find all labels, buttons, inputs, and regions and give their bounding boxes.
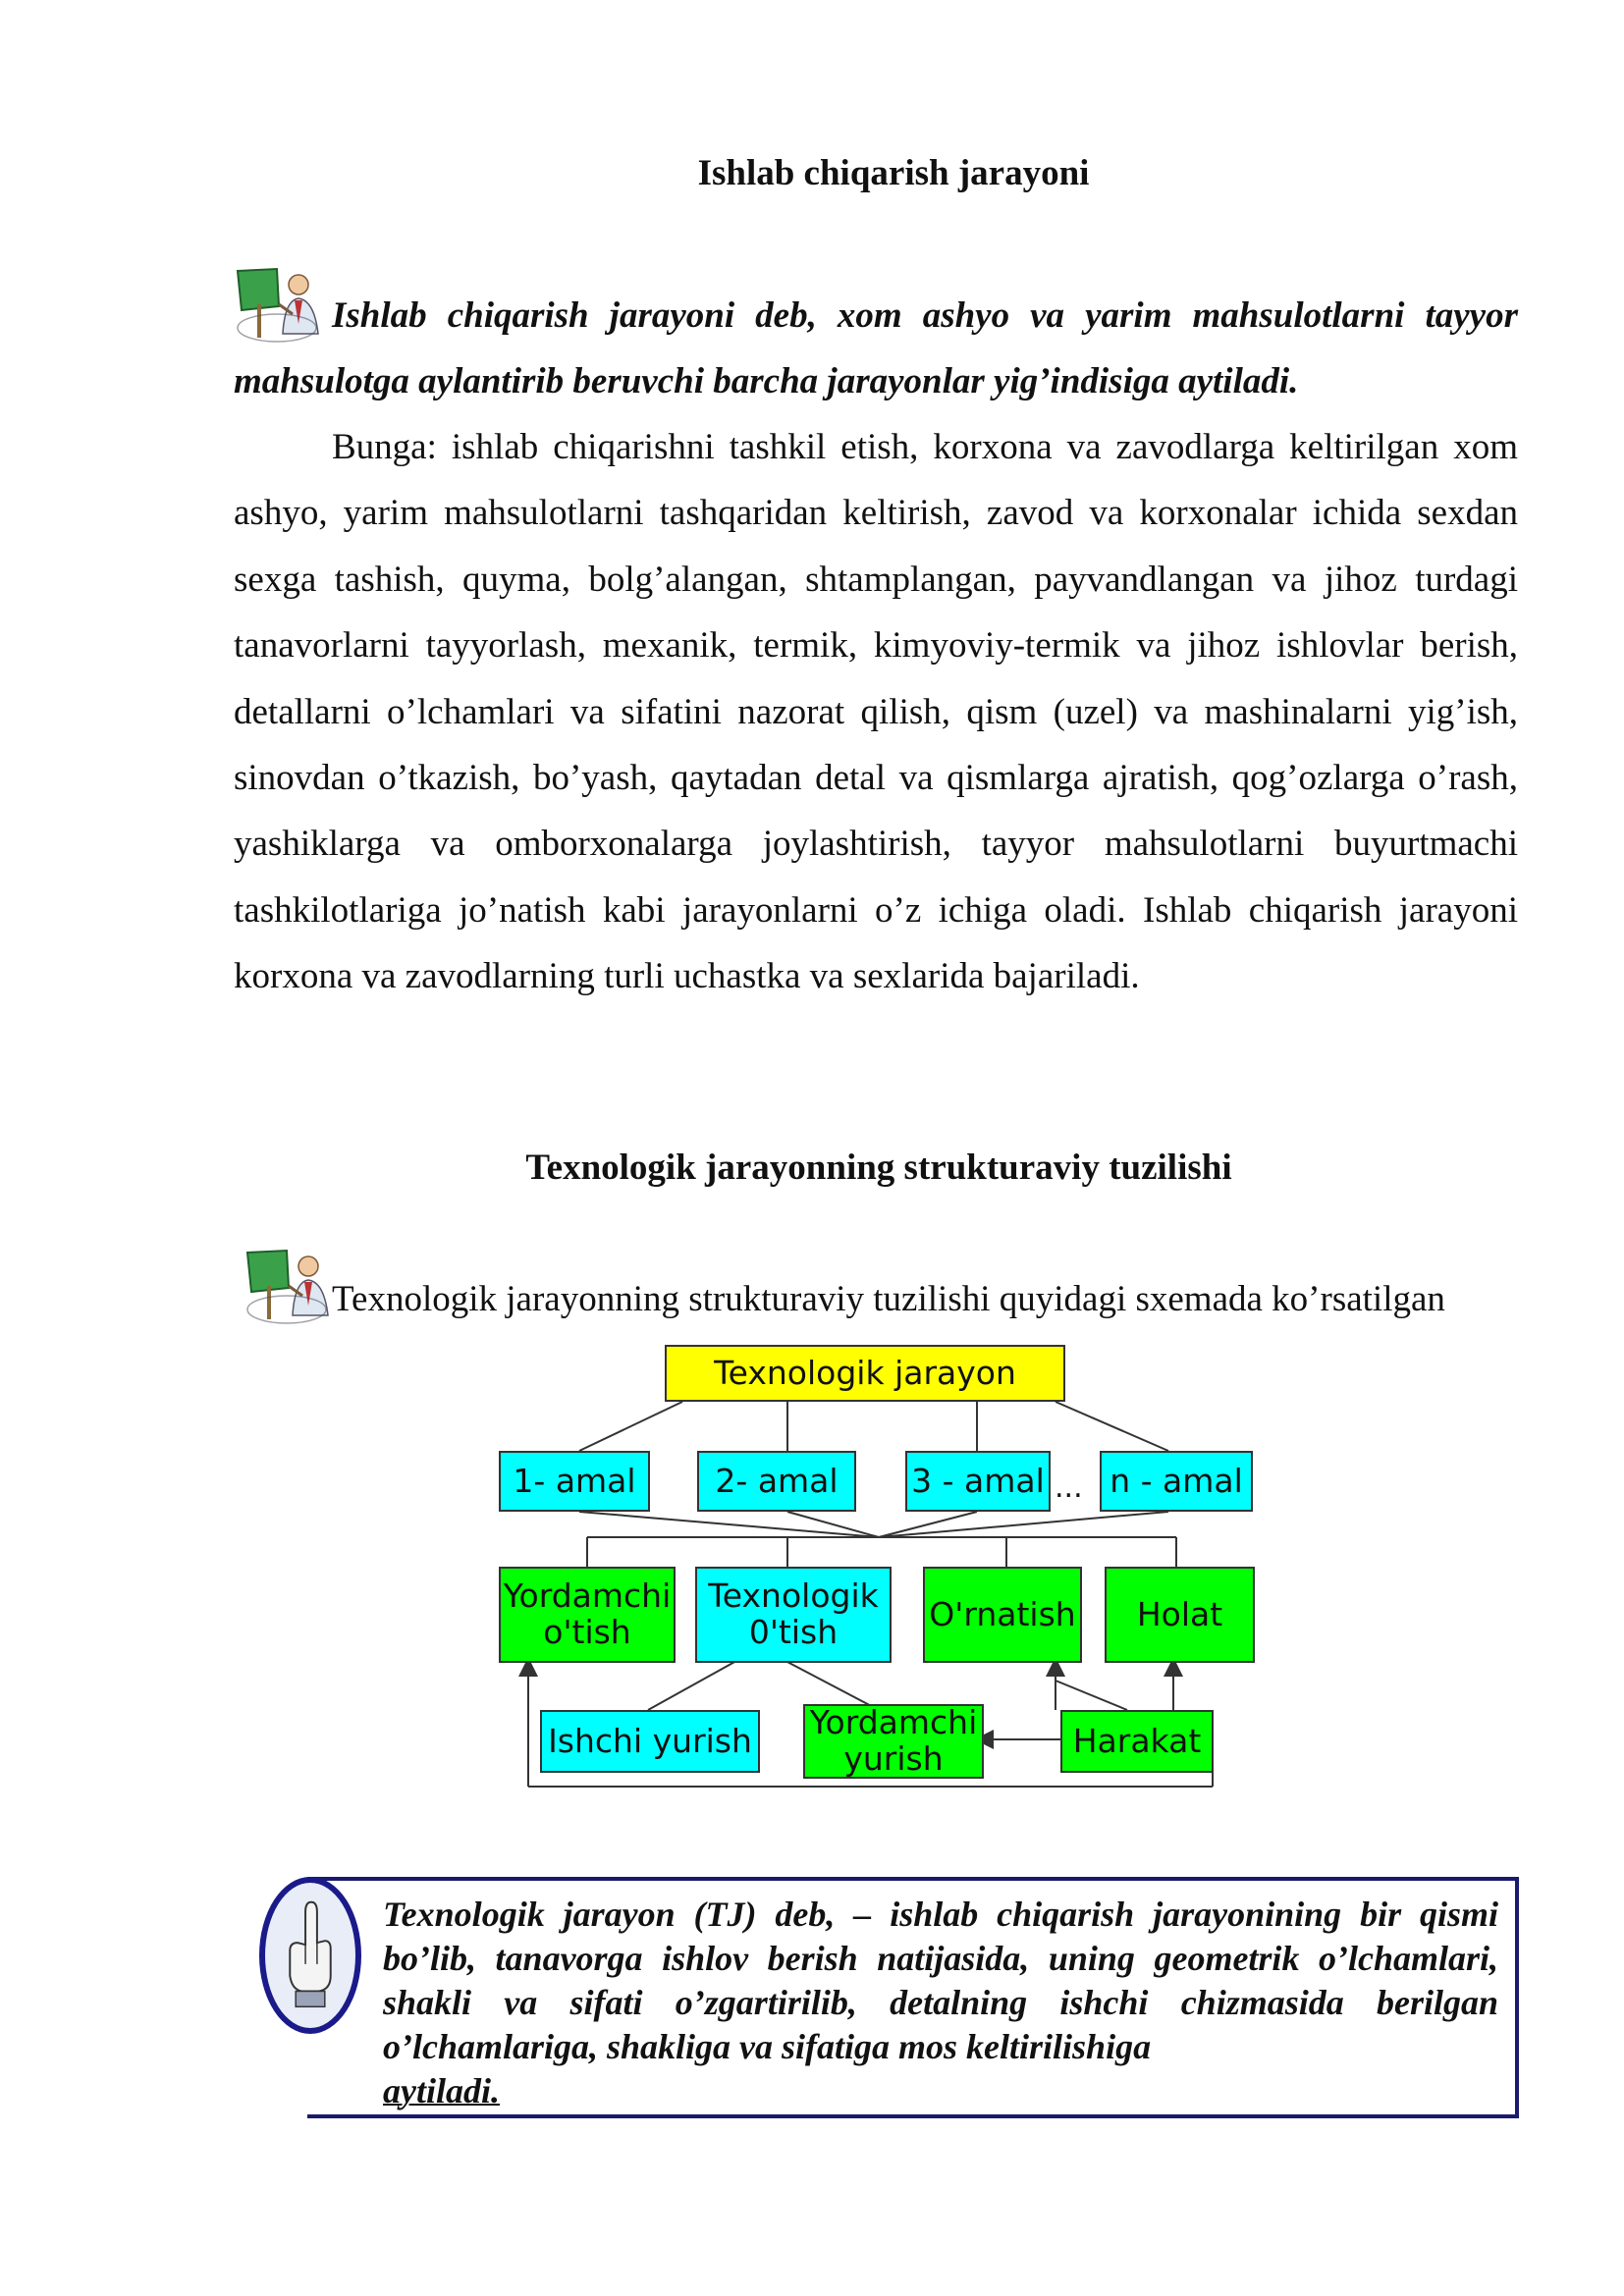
process-structure-diagram: [491, 1345, 1276, 1796]
box-texnologik-otish: [695, 1567, 892, 1663]
box-texnologik-jarayon: Texnologik jarayon: [665, 1345, 1065, 1402]
box-line: Yordamchi: [503, 1576, 672, 1616]
box-amal-1: 1- amal: [499, 1451, 650, 1512]
box-line: yurish: [843, 1739, 944, 1778]
box-yordamchi-otish: [499, 1567, 676, 1663]
box-line: o'tish: [543, 1613, 631, 1651]
box-line: Yordamchi: [809, 1703, 978, 1742]
box-ornatish: O'rnatish: [923, 1567, 1082, 1663]
box-harakat: Harakat: [1060, 1710, 1214, 1773]
box-amal-2: 2- amal: [697, 1451, 856, 1512]
definition-last: aytiladi.: [383, 2071, 500, 2110]
teacher-icon: [244, 1247, 332, 1325]
ellipsis: ...: [1055, 1470, 1083, 1505]
box-line: Texnologik: [708, 1576, 879, 1616]
box-line: 0'tish: [748, 1613, 839, 1651]
body-paragraph: Bunga: ishlab chiqarishni tashkil etish, korxona va zavodlarga keltirilgan xom ashyo, yarim mahsulotlarni tashqaridan keltirish, zavod va korxonalar ichida sexdan sexga tashish, quyma, bolg’alangan, shtamplangan, payvandlangan va jihoz turdagi tanavorlarni tayyorlash, mexanik, termik, kimyoviy-termik va jihoz ishlovlar berish, detallarni o’lchamlari va sifatini nazorat qilish, qism (uzel) va mashinalarni yig’ish, sinovdan o’tkazish, bo’yash, qaytadan detal va qismlarga ajratish, qog’ozlarga o’rash, yashiklarga va omborxonalarga joylashtirish, tayyor mahsulotlarni buyurtmachi tashkilotlariga jo’natish kabi jarayonlarni o’z ichiga oladi. Ishlab chiqarish jarayoni korxona va zavodlarning turli uchastka va sexlarida bajariladi.: [234, 427, 1518, 997]
definition-ishlab-chiqarish: Ishlab chiqarish jarayoni deb, xom ashyo va yarim mahsulotlarni tayyor mahsulotga aylantirib beruvchi barcha jarayonlar yig’indisiga aytiladi.: [234, 295, 1518, 401]
box-yordamchi-yurish: [803, 1704, 984, 1779]
definition-main: Texnologik jarayon (TJ) deb, – ishlab chiqarish jarayonining bir qismi bo’lib, tanavorga ishlov berish natijasida, uning geometrik o’lchamlari, shakli va sifati o’zgartirilib, detalning ishchi chizmasida berilgan o’lchamlariga, shakliga va sifatiga mos keltirilishiga: [383, 1895, 1498, 2066]
page-title: Ishlab chiqarish jarayoni: [697, 153, 1090, 193]
box-amal-n: n - amal: [1100, 1451, 1253, 1512]
definition-texnologik-jarayon: [383, 1893, 1498, 2113]
box-ishchi-yurish: Ishchi yurish: [540, 1710, 760, 1773]
box-holat: Holat: [1105, 1567, 1255, 1663]
box-amal-3: 3 - amal: [905, 1451, 1051, 1512]
pointing-hand-icon: [265, 1883, 355, 2028]
section-intro: Texnologik jarayonning strukturaviy tuzilishi quyidagi sxemada ko’rsatilgan: [332, 1279, 1445, 1319]
section-title: Texnologik jarayonning strukturaviy tuzilishi: [525, 1148, 1232, 1188]
pointing-hand-icon-frame: [259, 1877, 361, 2034]
